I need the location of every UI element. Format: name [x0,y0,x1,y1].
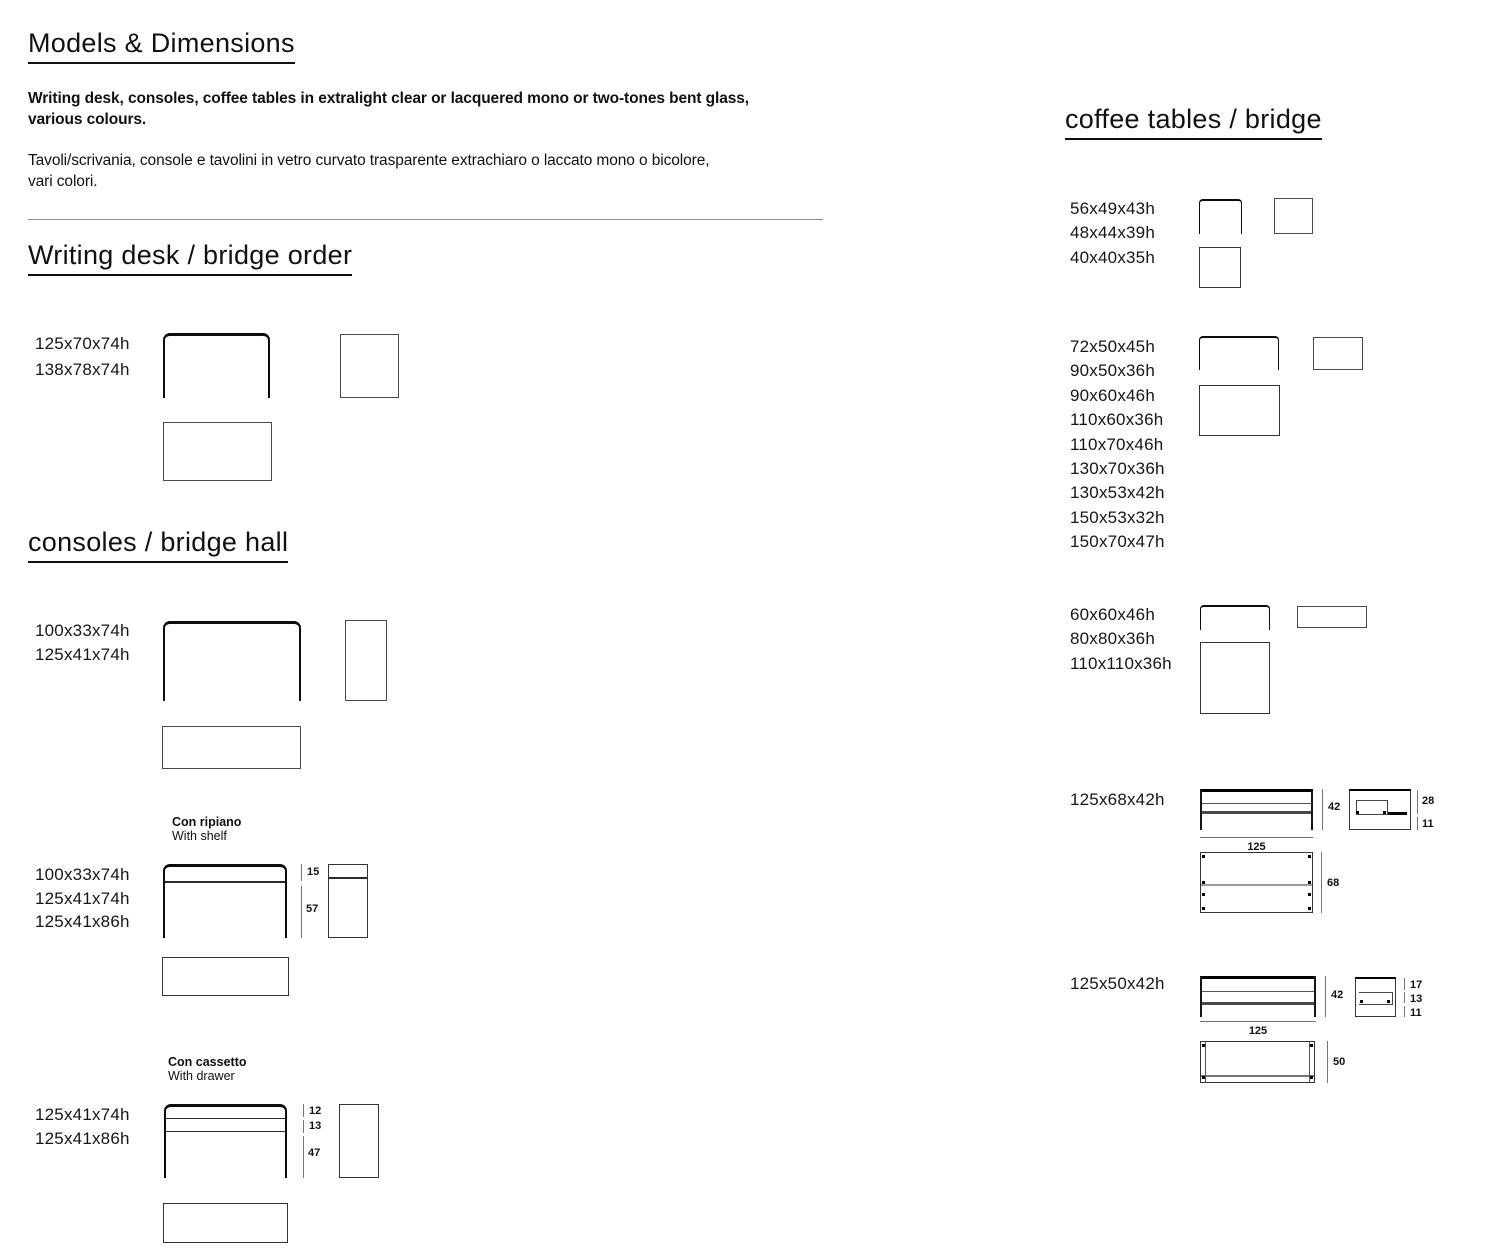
dimension-label: 28 [1422,795,1435,807]
dimension-label: 11 [1422,818,1434,830]
variant-label-en: With shelf [172,829,227,843]
shelf-line [1201,1075,1314,1077]
console-shelf-top-view [162,957,289,996]
dimension-line [1321,852,1322,913]
leg-edge-line [1205,1042,1206,1082]
size-label: 100x33x74h [35,621,130,640]
section-heading-consoles: consoles / bridge hall [28,527,288,563]
size-label: 90x50x36h [1070,361,1155,381]
size-label: 40x40x35h [1070,247,1155,267]
size-label: 130x53x42h [1070,483,1165,503]
dimension-line [1404,1006,1405,1017]
leg-dot [1308,881,1311,884]
size-list-console-shelf [35,863,130,934]
leg-dot [1308,907,1311,910]
dimension-label: 13 [309,1120,322,1132]
dimension-label: 11 [1410,1007,1422,1019]
dimension-label: 13 [1410,993,1423,1005]
coffee-g3-top-view [1200,642,1270,714]
shelf-edge-line [1388,812,1407,815]
variant-label-with-shelf [172,815,241,843]
size-label: 138x78x74h [35,360,130,379]
glass-edge-line [1202,991,1314,992]
tech1-side-view [1349,789,1411,830]
size-label: 48x44x39h [1070,223,1155,243]
dimension-label: 12 [309,1105,322,1117]
dimension-label: 15 [307,866,320,878]
leg-line [1311,789,1313,830]
joint-dot [1356,811,1359,814]
leg-dot [1202,855,1205,858]
leg-dot [1202,907,1205,910]
dimension-label: 125 [1247,841,1266,853]
tech2-side-view [1355,977,1396,1017]
writing-desk-side-view [340,334,399,398]
dimension-label: 68 [1327,877,1340,889]
dimension-line [301,864,302,881]
leg-dot [1308,893,1311,896]
joint-dot [1360,1000,1363,1003]
leg-dot [1310,1076,1313,1079]
leg-edge-line [1309,1042,1310,1082]
console-side-view [345,620,387,701]
coffee-g2-front-view [1199,336,1279,370]
dimension-line [301,886,302,938]
dimension-label: 17 [1410,979,1423,991]
dimension-line [1200,837,1313,838]
dimension-line [1322,789,1323,830]
tech1-top-view [1200,852,1313,913]
dimension-label: 50 [1333,1056,1346,1068]
console-drawer-side-view [339,1104,379,1178]
size-label: 110x70x46h [1070,434,1164,454]
size-label: 72x50x45h [1070,337,1155,356]
drawer-line [166,1118,285,1119]
leg-dot [1310,1044,1313,1047]
size-label: 90x60x46h [1070,385,1155,405]
dimension-line [1404,992,1405,1003]
size-label: 125x41x74h [35,645,130,664]
console-drawer-front-view [164,1104,287,1178]
variant-label-with-drawer [168,1055,247,1083]
coffee-g2-side-view [1313,337,1363,370]
drawer-profile [1359,992,1393,1005]
shelf-line [165,881,285,883]
dimension-label: 125 [1248,1025,1268,1037]
dimension-line [1417,790,1418,814]
section-heading-writing-desk: Writing desk / bridge order [28,240,352,276]
page-title: Models & Dimensions [28,28,295,64]
table-top-line [1200,789,1313,792]
size-label: 130x70x36h [1070,458,1165,478]
size-label: 125x41x86h [35,1129,130,1148]
writing-desk-front-view [163,333,270,398]
dimension-line [1417,817,1418,830]
leg-dot [1202,893,1205,896]
console-shelf-front-view [163,864,287,938]
console-front-view [163,621,301,701]
size-label: 150x70x47h [1070,532,1165,552]
dimension-line [303,1120,304,1133]
dimension-label: 47 [308,1147,321,1159]
size-list-coffee-group1 [1070,197,1155,270]
size-list-coffee-group2 [1070,335,1165,555]
leg-dot [1202,881,1205,884]
tech2-front-view [1200,976,1316,1017]
leg-line [1314,976,1316,1017]
coffee-g2-top-view [1199,385,1280,436]
dimension-label: 57 [306,903,319,915]
coffee-g3-front-view [1200,605,1270,630]
size-label: 150x53x32h [1070,507,1165,527]
shelf-line [1202,1002,1314,1005]
section-heading-coffee-tables: coffee tables / bridge [1065,104,1322,140]
dimension-label: 42 [1328,801,1341,813]
shelf-line [1201,884,1312,886]
section-divider [28,219,823,220]
dimension-line [1200,1021,1316,1022]
coffee-g3-side-view [1297,606,1367,628]
size-label: 125x41x86h [35,912,130,931]
intro-text-it [28,150,709,192]
size-label: 56x49x43h [1070,199,1155,218]
size-list-writing-desk [35,331,130,383]
variant-label-it: Con cassetto [168,1055,247,1069]
tech2-top-view [1200,1041,1315,1083]
shelf-line [329,877,367,879]
size-label: 125x41x74h [35,1105,130,1124]
coffee-g1-front-view [1199,199,1242,234]
size-list-coffee-group3 [1070,603,1172,676]
leg-dot [1308,855,1311,858]
dimension-line [1325,976,1326,1017]
intro-text-en [28,88,749,130]
intro-it-line1: Tavoli/scrivania, console e tavolini in vetro curvato trasparente extrachiaro o laccato mono o bicolore, [28,152,710,169]
console-top-view [162,726,301,769]
table-top-line [1200,976,1316,979]
console-drawer-top-view [163,1203,288,1243]
writing-desk-top-view [163,422,272,481]
variant-label-it: Con ripiano [172,815,242,829]
tech1-front-view [1200,789,1313,830]
intro-it-line2: vari colori. [28,173,98,190]
leg-line [1200,789,1202,830]
size-label: 125x70x74h [35,334,130,353]
dimension-line [1404,978,1405,990]
leg-line [1200,976,1202,1017]
size-label-tech2: 125x50x42h [1070,974,1165,993]
drawer-line [166,1131,285,1132]
size-label: 110x60x36h [1070,410,1164,430]
dimension-label: 42 [1331,989,1344,1001]
size-list-consoles [35,619,130,667]
dimension-line [1327,1041,1328,1083]
size-label: 80x80x36h [1070,629,1155,649]
console-shelf-side-view [328,864,368,938]
size-label: 125x41x74h [35,888,130,908]
intro-en-line2: various colours. [28,111,147,128]
size-label-tech1: 125x68x42h [1070,790,1165,809]
size-label: 110x110x36h [1070,653,1172,673]
size-label: 100x33x74h [35,865,130,884]
size-list-console-drawer [35,1103,130,1151]
intro-en-line1: Writing desk, consoles, coffee tables in extralight clear or lacquered mono or two-tones bent glass, [28,90,749,107]
coffee-g1-top-view [1199,247,1241,288]
shelf-line [1202,811,1311,814]
size-label: 60x60x46h [1070,605,1155,624]
joint-dot [1387,1000,1390,1003]
dimension-line [303,1104,304,1117]
glass-edge-line [1202,803,1311,804]
dimension-line [303,1136,304,1178]
coffee-g1-side-view [1274,198,1313,234]
variant-label-en: With drawer [168,1069,235,1083]
joint-dot [1383,811,1386,814]
